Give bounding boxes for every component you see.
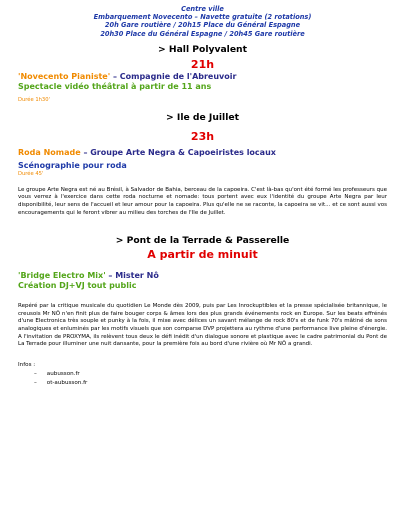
venue-heading: > Pont de la Terrade & Passerelle <box>115 235 290 247</box>
info-item <box>18 379 387 388</box>
info-bullet: – <box>34 370 37 377</box>
event-duration: Durée 45' <box>18 170 44 177</box>
event-subtitle: Spectacle vidéo théâtral à partir de 11 ans <box>18 81 212 91</box>
venue-heading: > Ile de Juillet <box>166 111 239 123</box>
event-title: Roda Nomade <box>18 147 81 157</box>
section-ile-de-juillet <box>18 112 387 217</box>
section-pont-de-la-terrade <box>18 235 387 349</box>
venue-heading: > Hall Polyvalent <box>158 43 247 55</box>
event-title: 'Novecento Pianiste' <box>18 71 111 81</box>
header-line-1: Centre ville <box>181 5 224 13</box>
info-item <box>18 370 387 379</box>
shuttle-info <box>18 0 387 38</box>
infos-block <box>18 361 387 388</box>
event-title: 'Bridge Electro Mix' <box>18 271 106 281</box>
event-company: Groupe Arte Negra & Capoeiristes locaux <box>90 147 276 157</box>
event-description: Repéré par la critique musicale du quotidien Le Monde dès 2009, puis par Les Inrockuptibles et la presse spécialisée britannique, le creusois Mr NÔ n'en finit plus de faire bouger corps & âmes lors des plus grands événements rock en Europe. Sur les beats effrénés d'une Electronica très souple et punky à la fois, il mixe avec délices un savant mélange de rock 80's et de funk 70's mâtiné de sons analogiques et enluminés par les motifs visuels que son comparse DVP projettera au rythme d'une performance live pleine d'énergie. A l'invitation de PROXYMA, ils relèvent tous deux le défi inédit d'un dialogue sonore et plastique avec le cadre patrimonial du Pont de La Terrade pour illuminer une nuit dansante, pour la première fois au bord d'une rivière où Mr NÔ a grandi. <box>18 303 387 348</box>
event-time: 21h <box>190 57 215 71</box>
event-company: Compagnie de l'Abreuvoir <box>119 71 237 81</box>
event-title-line <box>18 72 387 82</box>
title-dash: – <box>80 147 91 157</box>
event-title-line <box>18 271 387 281</box>
info-bullet: – <box>34 379 37 386</box>
header-line-3: 20h Gare routière / 20h15 Place du Général Espagne <box>104 21 301 30</box>
title-dash: – <box>110 71 120 81</box>
header-line-2: Embarquement Novecento – Navette gratuite (2 rotations) <box>93 13 312 22</box>
info-link[interactable]: aubusson.fr <box>46 370 80 377</box>
event-duration: Durée 1h30' <box>18 96 50 103</box>
info-link[interactable]: ot-aubusson.fr <box>46 379 88 386</box>
infos-label: Infos : <box>18 361 36 368</box>
event-company: Mister Nô <box>115 271 159 281</box>
event-time: 23h <box>190 129 215 143</box>
event-time: A partir de minuit <box>147 248 258 262</box>
event-description: Le groupe Arte Negra est né au Brésil, à Salvador de Bahia, berceau de la capoeira. C'est là-bas qu'ont été formé les professeurs que vous verrez à l'exercice dans cette roda nocturne et nomade: tous portent avec eux l'identité du groupe Arte Negra par leur disponibilité, leur sens de l'accueil et leur amour pour la capoeira. Plus qu'elle ne se raconte, la capoeira se vit... et ce sont aussi vos encouragements qui le feront vibrer au milieu des torches de l'Ile de Juillet. <box>18 186 387 216</box>
event-subtitle: Scénographie pour roda <box>18 160 127 170</box>
header-line-4: 20h30 Place du Général Espagne / 20h45 Gare routière <box>100 29 305 38</box>
title-dash: – <box>105 271 116 281</box>
section-hall-polyvalent <box>18 44 387 104</box>
event-subtitle: Création DJ+VJ tout public <box>18 281 137 291</box>
event-title-line <box>18 148 387 158</box>
